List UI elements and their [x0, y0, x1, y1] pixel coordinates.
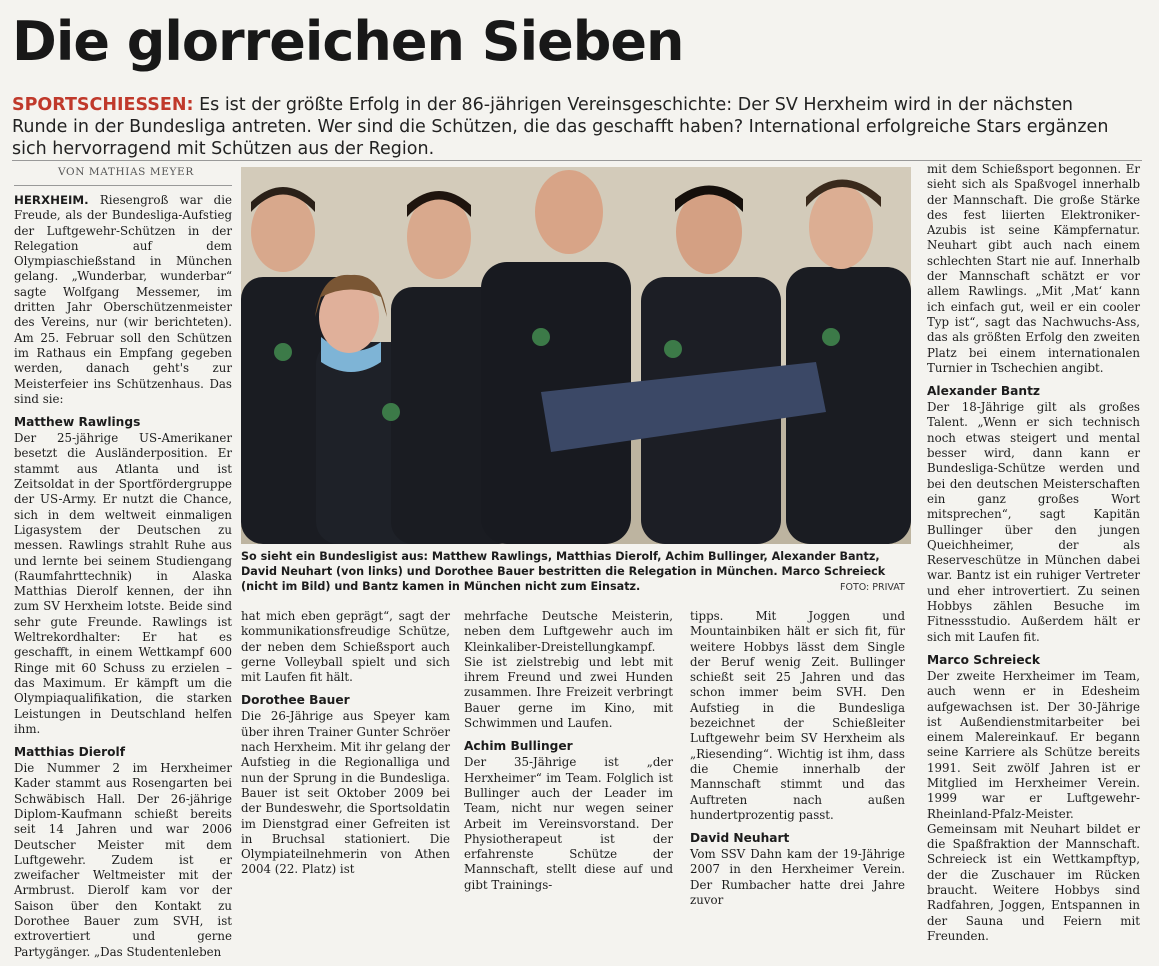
intro-text: Riesengroß war die Freude, als der Bundesliga-Aufstieg der Luftgewehr-Schützen in der Relegation auf dem Olympiaschießstand in München gelang. „Wunderbar, wunderbar“ sagte Wolfgang Messemer, im dritten Jahr Oberschützenmeister des Vereins, nur (wir berichteten). Am 25. Februar soll den Schützen im Rathaus ein Empfang gegeben werden, danach geht's zur Meisterfeier ins Schützenhaus. Das sind sie:	[14, 193, 232, 406]
team-photo	[241, 167, 911, 544]
divider	[12, 160, 1142, 161]
section-text-dierolf: Die Nummer 2 im Herxheimer Kader stammt aus Rosengarten bei Schwäbisch Hall. Der 26-jährige Diplom-Kaufmann schießt bereits seit 14 Jahren und war 2006 Deutscher Meister mit dem Luftgewehr. Zudem ist er zweifacher Weltmeister mit der Armbrust. Dierolf kam vor der Saison über den Kontakt zu Dorothee Bauer zum SVH, ist extrovertiert und gerne Partygänger. „Das Studentenleben	[14, 761, 232, 959]
headline: Die glorreichen Sieben	[12, 10, 684, 73]
column-1	[14, 193, 232, 966]
section-heading-dierolf: Matthias Dierolf	[14, 745, 126, 760]
section-heading-neuhart: David Neuhart	[690, 831, 790, 846]
section-text-schreieck: Der zweite Herxheimer im Team, auch wenn er in Edesheim aufgewachsen ist. Der 30-Jährige ist Außendienstmitarbeiter bei einem Malereinkauf. Er begann seine Karriere als Schütze bereits 1991. Seit zwölf Jahren ist er Mitglied im Herxheimer Verein. 1999 war er Luftgewehr-Rheinland-Pfalz-Meister. Gemeinsam mit Neuhart bildet er die Spaßfraktion der Mannschaft. Schreieck ist ein Wettkampftyp, der die Zuschauer im Rücken braucht. Weitere Hobbys sind Radfahren, Joggen, Entspannen in der Sauna und Feiern mit Freunden.	[927, 668, 1140, 943]
byline-divider	[14, 185, 232, 186]
section-text-bauer: Die 26-Jährige aus Speyer kam über ihren Trainer Gunter Schröer nach Herxheim. Mit ihr gelang der Aufstieg in die Regionalliga und nun der Sprung in die Bundesliga. Bauer ist seit Oktober 2009 bei der Bundeswehr, die Sportsoldatin im Dienstgrad einer Gefreiten ist in Bruchsal stationiert. Die Olympiateilnehmerin von Athen 2004 (22. Platz) ist	[241, 709, 450, 877]
column-4-text: tipps. Mit Joggen und Mountainbiken hält er sich fit, für weitere Hobbys lässt dem Single der Beruf wenig Zeit. Bullinger schießt seit 25 Jahren und das schon immer beim SVH. Den Aufstieg in die Bundesliga bezeichnet der Schießleiter Luftgewehr beim SV Herxheim als „Riesending“. Wichtig ist ihm, dass die Chemie innerhalb der Mannschaft stimmt und das Auftreten nach außen hundertprozentig passt.	[690, 609, 905, 822]
column-3	[464, 609, 673, 899]
team-photo-illustration	[241, 167, 911, 544]
photo-caption: So sieht ein Bundesligist aus: Matthew Rawlings, Matthias Dierolf, Achim Bullinger, Alexander Bantz, David Neuhart (von links) und Dorothee Bauer bestritten die Relegation in München. Marco Schreieck (nicht im Bild) und Bantz kamen in München nicht zum Einsatz.	[241, 550, 886, 593]
column-4	[690, 609, 905, 914]
section-text-neuhart: Vom SSV Dahn kam der 19-Jährige 2007 in den Herxheimer Verein. Der Rumbacher hatte drei Jahre zuvor	[690, 847, 905, 908]
dateline: HERXHEIM.	[14, 193, 89, 207]
intro-paragraph	[14, 193, 232, 407]
column-2-text: hat mich eben geprägt“, sagt der kommunikationsfreudige Schütze, der neben dem Schießsport auch gerne Volleyball spielt und sich mit Laufen fit hält.	[241, 609, 450, 685]
section-text-rawlings: Der 25-jährige US-Amerikaner besetzt die Ausländerposition. Er stammt aus Atlanta und ist Zeitsoldat in der Sportfördergruppe der US-Army. Er nutzt die Chance, sich in dem weltweit einmaligen Ligasystem der Deutschen zu messen. Rawlings strahlt Ruhe aus und lernte bei seinem Studiengang (Raumfahrttechnik) in Alaska Matthias Dierolf kennen, der ihn zum SV Herxheim lotste. Beide sind sehr gute Freunde. Rawlings ist Weltrekordhalter: Er hat es geschafft, in einem Wettkampf 600 Ringe mit 60 Schuss zu erzielen – das Maximum. Er kämpft um die Olympiaqualifikation, die starken Leistungen in Deutschland helfen ihm.	[14, 431, 232, 736]
column-5-text: mit dem Schießsport begonnen. Er sieht sich als Spaßvogel innerhalb der Mannschaft. Die große Stärke des fest liierten Elektroniker-Azubis ist seine Kämpfernatur. Neuhart gibt auch nach einem schlechten Start nie auf. Innerhalb der Mannschaft schätzt er vor allem Rawlings. „Mit ‚Mat‘ kann ich einfach gut, weil er ein cooler Typ ist“, sagt das Nachwuchs-Ass, das als größten Erfolg den zweiten Platz bei einem internationalen Turnier in Tschechien angibt.	[927, 162, 1140, 375]
deck	[12, 94, 1132, 160]
section-text-bullinger: Der 35-Jährige ist „der Herxheimer“ im Team. Folglich ist Bullinger auch der Leader im Team, nicht nur wegen seiner Arbeit im Vereinsvorstand. Der Physiotherapeut ist der erfahrenste Schütze der Mannschaft, stellt diese auf und gibt Trainings-	[464, 755, 673, 892]
section-heading-bantz: Alexander Bantz	[927, 384, 1040, 399]
section-heading-schreieck: Marco Schreieck	[927, 652, 1040, 667]
deck-text: Es ist der größte Erfolg in der 86-jährigen Vereinsgeschichte: Der SV Herxheim wird in der nächsten Runde in der Bundesliga antreten. Wer sind die Schützen, die das geschafft haben? International erfolgreiche Stars ergänzen sich hervorragend mit Schützen aus der Region.	[12, 95, 1109, 159]
deck-kicker: SPORTSCHIESSEN:	[12, 95, 194, 115]
section-text-bantz: Der 18-Jährige gilt als großes Talent. „Wenn er sich technisch noch etwas steigert und mental besser wird, dann kann er Bundesliga-Schütze werden und bei den deutschen Meisterschaften ein ganz großes Wort mitsprechen“, sagt Kapitän Bullinger über den jungen Queichheimer, der als Reserveschütze in München dabei war. Bantz ist ein ruhiger Vertreter und eher introvertiert. Zu seinen Hobbys zählen Besuche im Fitnessstudio. Außerdem hält er sich mit Laufen fit.	[927, 400, 1140, 644]
column-2	[241, 609, 450, 884]
section-heading-rawlings: Matthew Rawlings	[14, 415, 141, 430]
column-3-text: mehrfache Deutsche Meisterin, neben dem Luftgewehr auch im Kleinkaliber-Dreistellungkampf. Sie ist zielstrebig und lebt mit ihrem Freund und zwei Hunden zusammen. Ihre Freizeit verbringt Bauer gerne im Kino, mit Schwimmen und Laufen.	[464, 609, 673, 731]
column-5	[927, 162, 1140, 950]
photo-credit: FOTO: PRIVAT	[840, 582, 905, 593]
section-heading-bullinger: Achim Bullinger	[464, 739, 573, 754]
byline: VON MATHIAS MEYER	[58, 166, 194, 178]
section-heading-bauer: Dorothee Bauer	[241, 693, 350, 708]
